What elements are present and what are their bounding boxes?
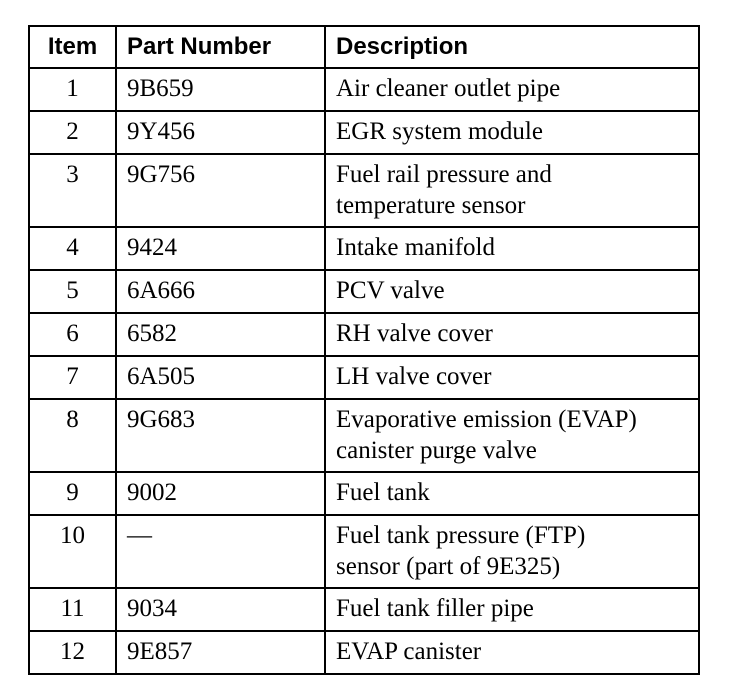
table-row	[29, 111, 699, 154]
description-line: canister purge valve	[336, 437, 537, 464]
item-number-cell: 1	[29, 68, 116, 111]
description-cell	[325, 588, 699, 631]
part-number-cell: 9G683	[116, 399, 325, 472]
description-line: EGR system module	[336, 118, 543, 145]
description-cell	[325, 270, 699, 313]
item-number-cell: 12	[29, 631, 116, 674]
description-cell	[325, 313, 699, 356]
description-line: Intake manifold	[336, 234, 495, 261]
item-number-cell: 7	[29, 356, 116, 399]
header-row	[29, 26, 699, 68]
description-line: LH valve cover	[336, 363, 492, 390]
parts-body	[29, 68, 699, 674]
table-row	[29, 154, 699, 227]
header-item: Item	[29, 26, 116, 68]
part-number-cell: 9G756	[116, 154, 325, 227]
table-row	[29, 68, 699, 111]
header-description: Description	[325, 26, 699, 68]
description-line: Fuel tank pressure (FTP)	[336, 522, 586, 549]
description-line: Fuel rail pressure and	[336, 161, 552, 188]
table-row	[29, 356, 699, 399]
item-number-cell: 11	[29, 588, 116, 631]
table-row	[29, 588, 699, 631]
description-cell	[325, 399, 699, 472]
table-row	[29, 631, 699, 674]
description-line: Evaporative emission (EVAP)	[336, 406, 637, 433]
table-row	[29, 313, 699, 356]
item-number-cell: 10	[29, 515, 116, 588]
part-number-cell: 9034	[116, 588, 325, 631]
item-number-cell: 9	[29, 472, 116, 515]
table-row	[29, 270, 699, 313]
description-cell	[325, 111, 699, 154]
table-row	[29, 515, 699, 588]
description-line: Fuel tank	[336, 479, 430, 506]
description-line: Air cleaner outlet pipe	[336, 75, 561, 102]
item-number-cell: 3	[29, 154, 116, 227]
description-cell	[325, 154, 699, 227]
table-row	[29, 227, 699, 270]
item-number-cell: 8	[29, 399, 116, 472]
part-number-cell: 6A666	[116, 270, 325, 313]
description-line: PCV valve	[336, 277, 445, 304]
part-number-cell: 6582	[116, 313, 325, 356]
part-number-cell: 9424	[116, 227, 325, 270]
part-number-cell: 9B659	[116, 68, 325, 111]
description-line: RH valve cover	[336, 320, 493, 347]
item-number-cell: 5	[29, 270, 116, 313]
item-number-cell: 6	[29, 313, 116, 356]
description-line: Fuel tank filler pipe	[336, 595, 534, 622]
part-number-cell: 9E857	[116, 631, 325, 674]
description-cell	[325, 631, 699, 674]
description-cell	[325, 472, 699, 515]
parts-table	[28, 25, 700, 675]
description-line: temperature sensor	[336, 192, 526, 219]
description-cell	[325, 515, 699, 588]
table-row	[29, 399, 699, 472]
header-part-number: Part Number	[116, 26, 325, 68]
item-number-cell: 2	[29, 111, 116, 154]
part-number-cell: 6A505	[116, 356, 325, 399]
description-line: EVAP canister	[336, 638, 482, 665]
description-cell	[325, 68, 699, 111]
item-number-cell: 4	[29, 227, 116, 270]
description-cell	[325, 356, 699, 399]
part-number-cell: 9Y456	[116, 111, 325, 154]
description-cell	[325, 227, 699, 270]
part-number-cell: —	[116, 515, 325, 588]
table-row	[29, 472, 699, 515]
part-number-cell: 9002	[116, 472, 325, 515]
description-line: sensor (part of 9E325)	[336, 553, 561, 580]
